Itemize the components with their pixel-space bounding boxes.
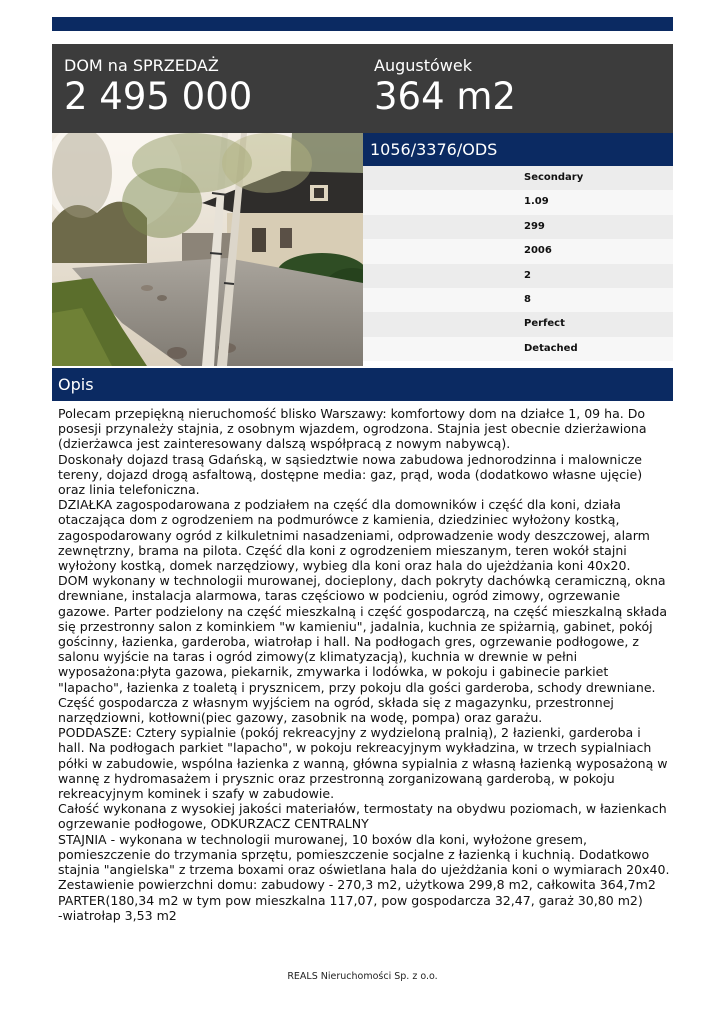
spec-row: 2 <box>363 264 673 288</box>
area-value: 364 m2 <box>374 75 516 118</box>
description-paragraph: -wiatrołap 3,53 m2 <box>58 907 177 923</box>
listing-reference: 1056/3376/ODS <box>363 133 673 166</box>
property-type-label: DOM na SPRZEDAŻ <box>64 56 219 75</box>
footer-company: REALS Nieruchomości Sp. z o.o. <box>287 971 438 982</box>
spec-row: Secondary <box>363 166 673 190</box>
section-title: Opis <box>52 368 673 401</box>
description-paragraph: DOM wykonany w technologii murowanej, docieplony, dach pokryty dachówką ceramiczną, okna drewniane, instalacja alarmowa, taras częściowo w podcieniu, ogród zimowy, ogrzewanie gazowe. Parter podzielony na część mieszkalną i część gospodarczą, na część mieszkalną składa się przestronny salon z kominkiem "w kamieniu", jadalnia, kuchnia ze spiżarnią, gabinet, pokój gościnny, łazienka, garderoba, wiatrołap i hall. Na podłogach gres, ogrzewanie podłogowe, z salonu wyjście na taras i ogród zimowy(z klimatyzacją), kuchnia w drewnie w pełni wyposażona:płyta gazowa, piekarnik, zmywarka i lodówka, w pokoju i gabinecie parkiet "lapacho", łazienka z toaletą i prysznicem, przy pokoju dla gości garderoba, schody drewniane. Część gospodarcza z własnym wyjściem na ogród, składa się z magazynku, przestronnej narzędziowni, kotłowni(piec gazowy, zasobnik na wodę, pompa) oraz garażu. <box>58 573 668 726</box>
listing-header <box>52 44 673 133</box>
price-block <box>64 56 252 119</box>
description-paragraph: Zestawienie powierzchni domu: zabudowy - 270,3 m2, użytkowa 299,8 m2, całkowita 364,7m2 <box>58 877 656 893</box>
location-block <box>374 56 516 119</box>
description-paragraph: STAJNIA - wykonana w technologii murowanej, 10 boxów dla koni, wyłożone gresem, pomieszczenie do trzymania sprzętu, pomieszczenie socjalne z łazienką i kuchnią. Dodatkowo stajnia "angielska" z trzema boxami oraz oświetlana hala do ujeżdżania koni o wymiarach 20x40. <box>58 831 670 878</box>
description-paragraph: Całość wykonana z wysokiej jakości materiałów, termostaty na obydwu poziomach, w łazienkach ogrzewanie podłogowe, ODKURZACZ CENTRALNY <box>58 801 667 832</box>
price-value: 2 495 000 <box>64 75 253 118</box>
spec-row: 299 <box>363 215 673 239</box>
description-paragraph: PARTER(180,34 m2 w tym pow mieszkalna 117,07, pow gospodarcza 32,47, garaż 30,80 m2) <box>58 892 643 908</box>
description-body <box>58 406 670 923</box>
description-paragraph: Doskonały dojazd trasą Gdańską, w sąsiedztwie nowa zabudowa jednorodzinna i malownicze tereny, dojazd drogą asfaltową, dostępne media: gaz, prąd, woda (dodatkowo własne ujęcie) oraz linia telefoniczna. <box>58 451 643 498</box>
property-photo <box>52 133 363 366</box>
spec-row: 8 <box>363 288 673 312</box>
spec-row: Detached <box>363 337 673 361</box>
description-paragraph: Polecam przepiękną nieruchomość blisko Warszawy: komfortowy dom na działce 1, 09 ha. Do posesji przynależy stajnia, z osobnym wjazdem, ogrodzona. Stajnia jest obecnie dzierżawiona (dzierżawca jest zainteresowany dalszą współpracą z nowym nabywcą). <box>58 406 647 452</box>
spec-table <box>363 166 673 361</box>
spec-row: 1.09 <box>363 190 673 214</box>
top-accent-bar <box>52 17 673 31</box>
description-paragraph: DZIAŁKA zagospodarowana z podziałem na część dla domowników i część dla koni, działa otaczająca dom z ogrodzeniem na podmurówce z kamienia, dziedziniec wyłożony kostką, zagospodarowany ogród z kilkuletnimi nasadzeniami, odprowadzenie wody deszczowej, alarm zewnętrzny, brama na pilota. Część dla koni z ogrodzeniem mieszanym, teren wokół stajni wyłożony kostką, domek narzędziowy, wybieg dla koni oraz hala do ujeżdżania koni 40x20. <box>58 497 650 574</box>
description-paragraph: PODDASZE: Cztery sypialnie (pokój rekreacyjny z wydzieloną pralnią), 2 łazienki, garderoba i hall. Na podłogach parkiet "lapacho", w pokoju rekreacyjnym wykładzina, w trzech sypialniach półki w zabudowie, wspólna łazienka z wanną, główna sypialnia z własną łazienką wyposażoną w wannę z hydromasażem i prysznic oraz przestronną zorganizowaną garderobą, w pokoju rekreacyjnym kominek i szafy w zabudowie. <box>58 725 668 802</box>
spec-row: Perfect <box>363 312 673 336</box>
location-label: Augustówek <box>374 56 472 75</box>
spec-row: 2006 <box>363 239 673 263</box>
